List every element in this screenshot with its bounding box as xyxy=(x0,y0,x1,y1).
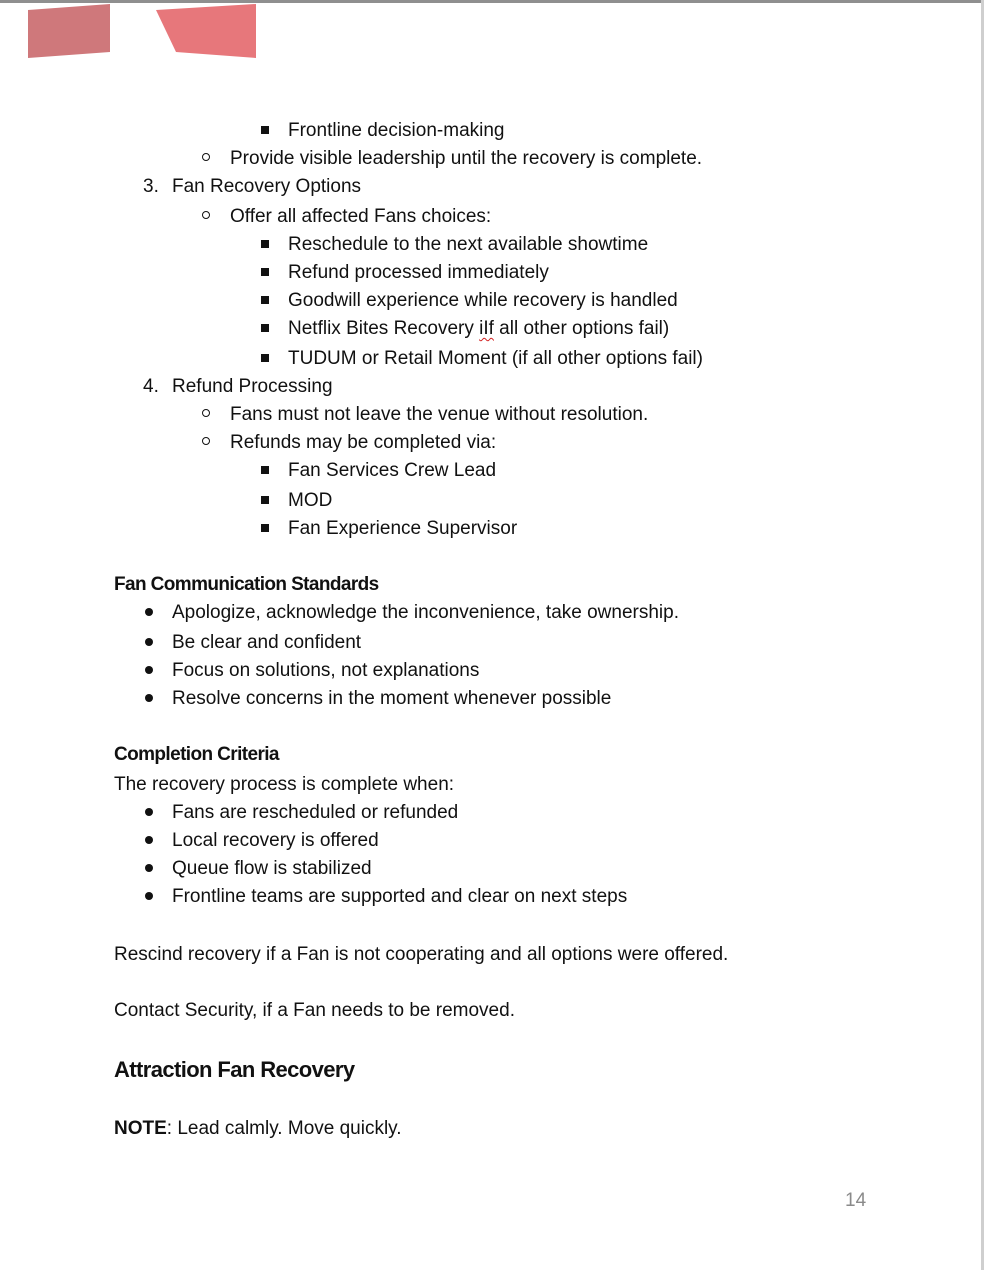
square-bullet-icon xyxy=(261,324,269,332)
contact-security-paragraph: Contact Security, if a Fan needs to be removed. xyxy=(114,1000,515,1021)
section-fan-recovery-options: Fan Recovery Options xyxy=(172,176,362,197)
completion-item: Queue flow is stabilized xyxy=(172,858,372,879)
disc-bullet-icon xyxy=(145,808,153,816)
circle-bullet-icon xyxy=(202,153,210,161)
completion-intro: The recovery process is complete when: xyxy=(114,774,455,795)
communication-item: Apologize, acknowledge the inconvenience, take ownership. xyxy=(172,602,679,623)
list-item-reschedule: Reschedule to the next available showtime xyxy=(288,234,649,255)
list-number-4: 4. xyxy=(143,376,159,397)
section-refund-processing: Refund Processing xyxy=(172,376,333,397)
list-item-leadership: Provide visible leadership until the recovery is complete. xyxy=(230,148,703,169)
logo-left-block xyxy=(28,4,110,58)
heading-attraction-fan-recovery: Attraction Fan Recovery xyxy=(114,1057,355,1082)
disc-bullet-icon xyxy=(145,892,153,900)
square-bullet-icon xyxy=(261,296,269,304)
list-item-offer: Offer all affected Fans choices: xyxy=(230,206,492,227)
square-bullet-icon xyxy=(261,524,269,532)
note-paragraph xyxy=(114,1118,402,1140)
communication-item: Resolve concerns in the moment whenever possible xyxy=(172,688,612,709)
list-item-refund: Refund processed immediately xyxy=(288,262,549,283)
square-bullet-icon xyxy=(261,268,269,276)
bites-text-before: Netflix Bites Recovery xyxy=(288,318,480,339)
square-bullet-icon xyxy=(261,466,269,474)
square-bullet-icon xyxy=(261,496,269,504)
completion-item: Frontline teams are supported and clear on next steps xyxy=(172,886,628,907)
square-bullet-icon xyxy=(261,126,269,134)
rescind-paragraph: Rescind recovery if a Fan is not cooperating and all options were offered. xyxy=(114,944,729,965)
disc-bullet-icon xyxy=(145,864,153,872)
page-number: 14 xyxy=(845,1190,867,1211)
circle-bullet-icon xyxy=(202,211,210,219)
disc-bullet-icon xyxy=(145,694,153,702)
circle-bullet-icon xyxy=(202,409,210,417)
completion-item: Local recovery is offered xyxy=(172,830,379,851)
list-item-supervisor: Fan Experience Supervisor xyxy=(288,518,518,539)
square-bullet-icon xyxy=(261,354,269,362)
heading-completion-criteria: Completion Criteria xyxy=(114,744,279,765)
list-item-mod: MOD xyxy=(288,490,333,511)
disc-bullet-icon xyxy=(145,836,153,844)
disc-bullet-icon xyxy=(145,638,153,646)
list-item-netflix-bites xyxy=(288,318,669,340)
heading-communication-standards: Fan Communication Standards xyxy=(114,574,379,595)
note-label: NOTE xyxy=(114,1118,167,1139)
square-bullet-icon xyxy=(261,240,269,248)
list-item-must-not-leave: Fans must not leave the venue without resolution. xyxy=(230,404,649,425)
list-number-3: 3. xyxy=(143,176,159,197)
communication-item: Focus on solutions, not explanations xyxy=(172,660,480,681)
spellcheck-misspelled-word[interactable]: iIf xyxy=(479,318,494,339)
brand-logo-shape xyxy=(28,4,258,60)
disc-bullet-icon xyxy=(145,666,153,674)
note-text: : Lead calmly. Move quickly. xyxy=(166,1118,402,1139)
bites-text-after: all other options fail) xyxy=(493,318,670,339)
list-item-frontline: Frontline decision-making xyxy=(288,120,505,141)
window-top-border xyxy=(0,0,984,3)
list-item-refunds-via: Refunds may be completed via: xyxy=(230,432,497,453)
disc-bullet-icon xyxy=(145,608,153,616)
list-item-goodwill: Goodwill experience while recovery is handled xyxy=(288,290,678,311)
list-item-tudum: TUDUM or Retail Moment (if all other options fail) xyxy=(288,348,703,369)
logo-right-ribbon xyxy=(156,4,256,58)
list-item-crew-lead: Fan Services Crew Lead xyxy=(288,460,497,481)
circle-bullet-icon xyxy=(202,437,210,445)
completion-item: Fans are rescheduled or refunded xyxy=(172,802,459,823)
communication-item: Be clear and confident xyxy=(172,632,362,653)
